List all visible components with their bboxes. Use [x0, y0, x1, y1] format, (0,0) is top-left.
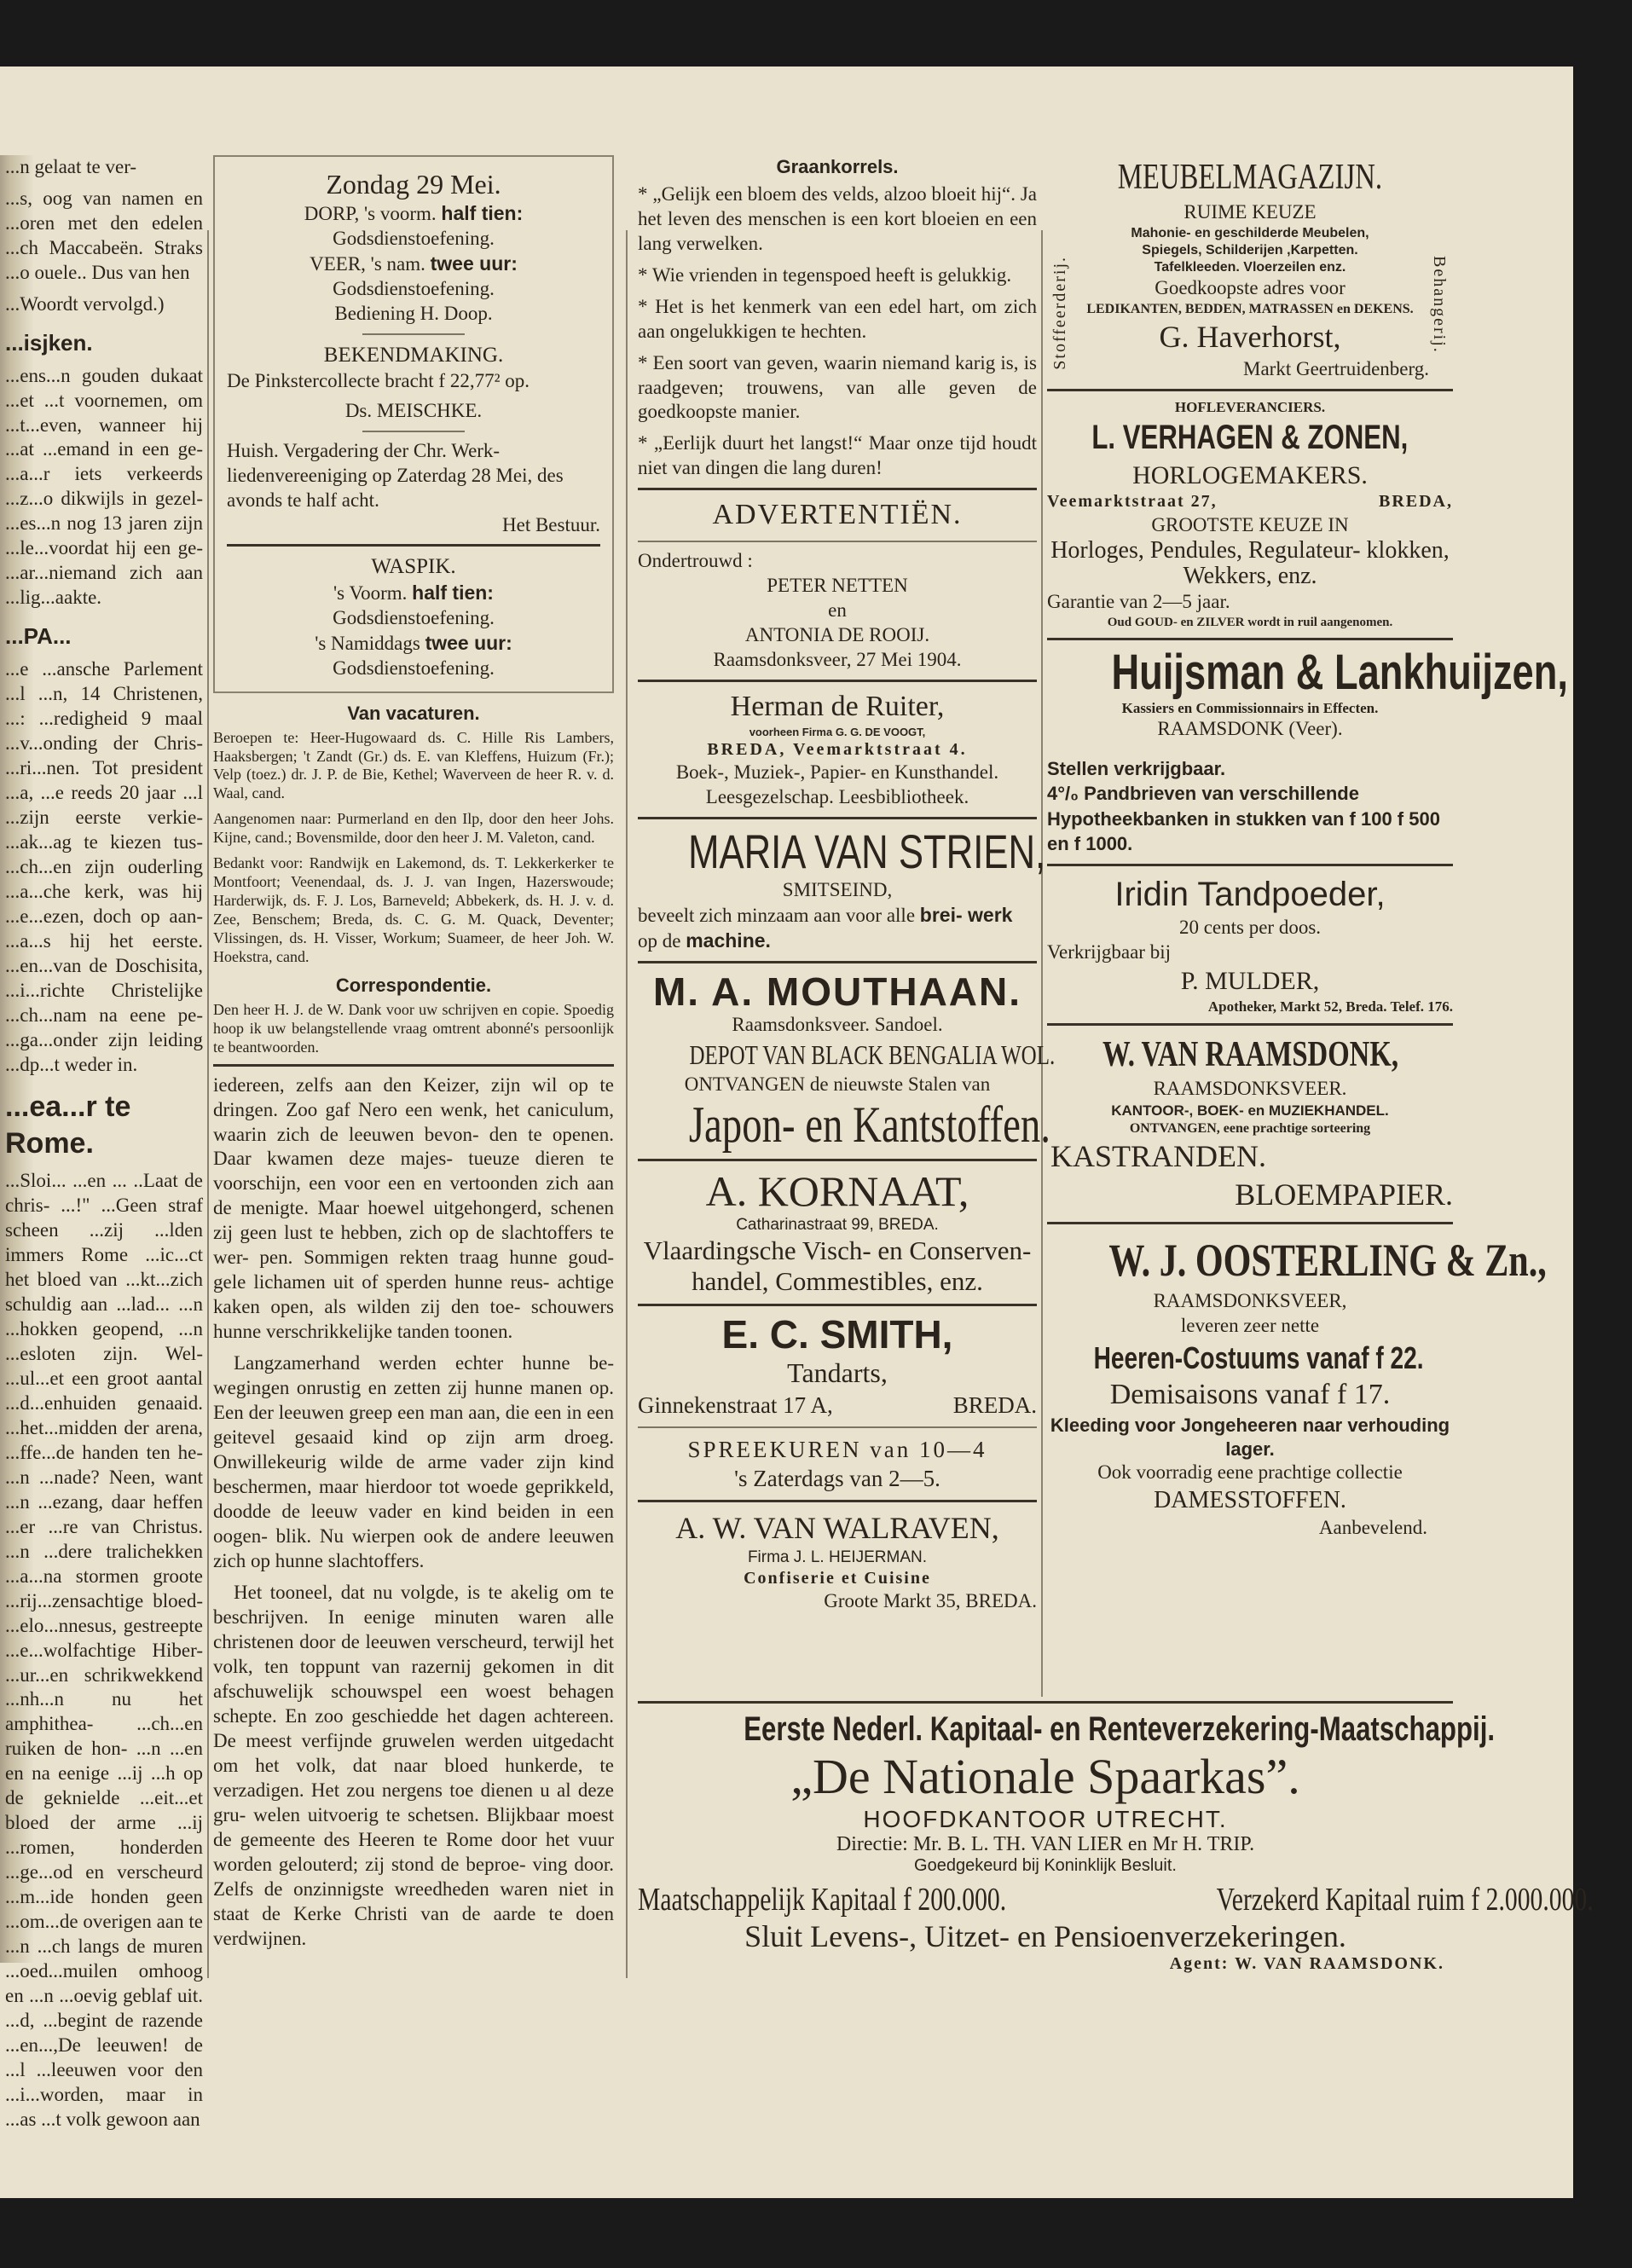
nationale-spaarkas: „De Nationale Spaarkas”. — [790, 1749, 1300, 1804]
maria-text-1: beveelt zich minzaam aan voor alle — [638, 904, 916, 926]
divider — [227, 544, 600, 547]
ruiter-sub: voorheen Firma G. G. DE VOOGT, — [749, 725, 926, 738]
hoofdkantoor: HOOFDKANTOOR UTRECHT. — [863, 1805, 1228, 1832]
vacaturen-title: Van vacaturen. — [347, 702, 480, 724]
walraven-firm: Firma J. L. HEIJERMAN. — [747, 1548, 928, 1566]
column-1 — [5, 155, 203, 2130]
spreekuren: SPREEKUREN van 10—4 — [687, 1436, 987, 1462]
column-3 — [638, 155, 1056, 1639]
graan-para-5: * „Eerlijk duurt het langst!“ Maar onze tijd houdt niet van dingen die lang duren! — [638, 432, 1037, 479]
divider — [638, 488, 1037, 490]
vacaturen-para-3: Bedankt voor: Randwijk en Lakemond, ds. T. Lekkerkerker te Montfoort; Veenendaal, ds. J. J. van Ingen, Hazerswoude; Harderwijk, ds. F. J. Los, Barneveld; Abbekerk, ds. H. J. v. d. Zee, Benschem; Breda, ds. C. G. M. Quack, Deventer; Vlissingen, ds. H. Visser, Workum; Suameer, de heer Joh. W. Hoekstra, cand. — [213, 854, 614, 966]
huijsman-name: Huijsman & Lankhuijzen, — [1111, 645, 1568, 700]
behangerij-label: Behangerij. — [1430, 256, 1449, 354]
iridin-title: Iridin Tandpoeder, — [1114, 876, 1386, 914]
oosterling-name: W. J. OOSTERLING & Zn., — [1108, 1234, 1547, 1286]
bloempapier: BLOEMPAPIER. — [1235, 1177, 1453, 1212]
correspondentie-title: Correspondentie. — [335, 975, 492, 996]
namid-time: twee uur: — [425, 631, 512, 654]
kleeding: Kleeding voor Jongeheeren naar verhouding lager. — [1050, 1414, 1450, 1460]
divider — [638, 1159, 1037, 1161]
bekendmaking-text: De Pinkstercollecte bracht f 22,77² op. — [227, 369, 530, 391]
waspik-title: WASPIK. — [371, 555, 456, 579]
column-2 — [213, 155, 614, 1988]
maria-name: MARIA VAN STRIEN, — [688, 824, 1046, 879]
walraven-addr: Groote Markt 35, BREDA. — [824, 1590, 1037, 1612]
mouthaan-name: M. A. MOUTHAAN. — [652, 969, 1022, 1014]
mouthaan-ontv: ONTVANGEN de nieuwste Stalen van — [684, 1073, 991, 1095]
column-divider-2 — [626, 230, 628, 1978]
smith-city: BREDA. — [952, 1391, 1037, 1418]
column-4 — [1047, 155, 1568, 1639]
graan-para-1: * „Gelijk een bloem des velds, alzoo bloeit hij“. Ja het leven des menschen is een kort bloeien en een lang verwelken. — [638, 182, 1037, 254]
spreekuren-zat: 's Zaterdags van 2—5. — [734, 1465, 940, 1491]
mulder-name: P. MULDER, — [1180, 967, 1320, 996]
divider — [362, 431, 465, 432]
verhagen-street: Veemarktstraat 27, — [1047, 492, 1218, 512]
dorp-prefix: DORP, 's voorm. — [304, 203, 437, 225]
maria-text — [638, 903, 1037, 954]
walraven-conf: Confiserie et Cuisine — [744, 1568, 931, 1588]
meubel-title: MEUBELMAGAZIJN. — [1117, 158, 1383, 197]
pandbrieven: 4°/₀ Pandbrieven van verschillende Hypotheekbanken in stukken van f 100 f 500 en f 1000. — [1047, 782, 1440, 855]
vacaturen-para-2: Aangenomen naar: Purmerland en den Ilp, door den heer Johs. Kijne, cand.; Bovensmilde, door den heer J. M. Valeton, cand. — [213, 810, 614, 847]
bestuur-sign: Het Bestuur. — [502, 513, 600, 535]
maatsch-kapitaal: Maatschappelijk Kapitaal f 200.000. — [638, 1881, 1007, 1918]
graan-para-4: * Een soort van geven, waarin niemand karig is, is raadgeven; trouwens, van alle geven de goedkoopste manier. — [638, 351, 1037, 423]
divider — [1047, 864, 1453, 866]
meubel-line-1: Mahonie- en geschilderde Meubelen, — [1131, 225, 1369, 240]
verhagen-name: L. VERHAGEN & ZONEN, — [1091, 419, 1409, 457]
place-date: Raamsdonksveer, 27 Mei 1904. — [713, 649, 962, 671]
and-word: en — [828, 599, 847, 622]
mouthaan-place: Raamsdonksveer. Sandoel. — [732, 1014, 943, 1036]
graan-para-2: * Wie vrienden in tegenspoed heeft is gelukkig. — [638, 263, 1012, 286]
wvan-name: W. VAN RAAMSDONK, — [1102, 1034, 1398, 1074]
horloges-line: Horloges, Pendules, Regulateur- klokken, Wekkers, enz. — [1050, 536, 1450, 590]
raamsdonk-veer: RAAMSDONK (Veer). — [1157, 718, 1343, 740]
col1-heading-3: ...ea...r te Rome. — [5, 1091, 131, 1160]
meubel-line-2: Spiegels, Schilderijen ,Karpetten. — [1142, 243, 1358, 258]
waspik-prefix: 's Voorm. — [333, 581, 408, 604]
kornaat-name: A. KORNAAT, — [705, 1167, 969, 1216]
oosterling-place: RAAMSDONKSVEER, — [1153, 1289, 1347, 1311]
damesstoffen: DAMESSTOFFEN. — [1154, 1487, 1346, 1514]
col1-para-2: ...s, oog van namen en ...oren met den edelen ...ch Maccabeën. Straks ...o ouele.. Dus van hen — [5, 187, 203, 283]
divider — [1047, 638, 1453, 640]
demisaisons: Demisaisons vanaf f 17. — [1109, 1379, 1391, 1411]
verhagen-address-row — [1047, 491, 1453, 512]
grootste-keuze: GROOTSTE KEUZE IN — [1151, 513, 1349, 535]
haverhorst-addr: Markt Geertruidenberg. — [1243, 357, 1429, 379]
smith-name: E. C. SMITH, — [721, 1311, 953, 1357]
church-notice-box — [213, 155, 614, 693]
wvan-place: RAAMSDONKSVEER. — [1153, 1078, 1347, 1100]
divider — [362, 333, 465, 335]
ondertrouwd: Ondertrouwd : — [638, 550, 753, 572]
meubel-ad — [1047, 155, 1453, 382]
heeren-costuums: Heeren-Costuums vanaf f 22. — [1093, 1339, 1424, 1375]
wvan-kantoor: KANTOOR-, BOEK- en MUZIEKHANDEL. — [1111, 1102, 1389, 1120]
dorp-time: half tien: — [441, 202, 524, 225]
maria-sub: SMITSEIND, — [782, 878, 893, 900]
col1-heading-1: ...isjken. — [5, 329, 93, 356]
namid-prefix: 's Namiddags — [315, 632, 420, 654]
bekendmaking-sign: Ds. MEISCHKE. — [344, 399, 483, 421]
haverhorst-name: G. Haverhorst, — [1159, 320, 1341, 355]
leveren: leveren zeer nette — [1180, 1314, 1320, 1336]
wvan-ontvangen: ONTVANGEN, eene prachtige sorteering — [1129, 1120, 1371, 1136]
story-para-3: Het tooneel, dat nu volgde, is te akelig om te beschrijven. In eenige minuten waren alle christenen door de leeuwen verscheurd, terwijl het volk, ten toppunt van razernij gekomen in dit afschuwelijk schouwspel een woest behagen schepte. En zoo geschiedde het dagen achtereen. De meest verfijnde gruwelen werden uitgedacht om het volk, dat naar bloed hunkerde, te verzadigen. Het zou nergens toe dienen u al deze gru- welen uitvoerig te schetsen. Blijkbaar moest de gemeente des Heeren te Rome door het vuur worden gelouterd; zij stond de beproe- ving door. Zelfs de onzinnigste wreedheden waren niet in staat de Kerke Christi van de aarde te doen verdwijnen. — [213, 1581, 614, 1949]
correspondentie-text: Den heer H. J. de W. Dank voor uw schrijven en copie. Spoedig hoop ik uw belangstellende vraag omtrent abonné's persoonlijk te beantwoorden. — [213, 1000, 614, 1056]
stoffeerderij-label: Stoffeerderij. — [1050, 256, 1069, 370]
maria-bold-1: brei- werk — [919, 903, 1013, 926]
waspik-time: half tien: — [412, 581, 494, 604]
col1-para-5: ...e ...ansche Parlement ...l ...n, 14 Christenen, ...: ...redigheid 9 maal ...v...onding der Chris- ...ri...nen. Tot president ...a, ...e reeds 20 jaar ...l ...zijn eerste verkie- ...ak...ag te kiezen tus- ...ch...en zijn ouderling ...a...che kerk, was hij ...e...ezen, doch op aan- ...a...s hij het eerste. ...en...van de Doschisita, ...i...richte Christelijke ...ch...nam na eene pe- ...ga...onder zijn leiding ...dp...t weder in. — [5, 658, 203, 1075]
eerste-nederl: Eerste Nederl. Kapitaal- en Renteverzekering-Maatschappij. — [744, 1710, 1496, 1748]
ruiter-line-1: Boek-, Muziek-, Papier- en Kunsthandel. — [675, 761, 999, 784]
ledikanten: LEDIKANTEN, BEDDEN, MATRASSEN en DEKENS. — [1086, 302, 1414, 317]
smith-addr: Ginnekenstraat 17 A, — [638, 1391, 833, 1418]
divider — [1047, 389, 1453, 391]
maria-bold-2: machine. — [686, 929, 771, 952]
maria-text-2: op de — [638, 929, 681, 952]
column-divider-1 — [207, 230, 209, 1978]
ruiter-line-2: Leesgezelschap. Leesbibliotheek. — [705, 786, 969, 808]
divider — [638, 1426, 1037, 1428]
smith-job: Tandarts, — [787, 1357, 888, 1389]
smith-address-row — [638, 1391, 1037, 1420]
huish-text: Huish. Vergadering der Chr. Werk- liedenvereeniging op Zaterdag 28 Mei, des avonds te half acht. — [227, 439, 564, 511]
ruime-keuze: RUIME KEUZE — [1183, 200, 1317, 223]
mouthaan-japon: Japon- en Kantstoffen. — [688, 1096, 1050, 1153]
verhagen-city: BREDA, — [1378, 492, 1453, 512]
verzekerd-kapitaal: Verzekerd Kapitaal ruim f 2.000.000. — [1216, 1881, 1594, 1918]
mouthaan-depot: DEPOT VAN BLACK BENGALIA WOL. — [689, 1039, 1056, 1071]
veer-service: Godsdienstoefening. — [333, 278, 495, 300]
veer-prefix: VEER, 's nam. — [310, 253, 425, 275]
graan-para-3: * Het is het kenmerk van een edel hart, om zich aan ongelukkigen te hechten. — [638, 295, 1037, 342]
verkrijgbaar-bij: Verkrijgbaar bij — [1047, 941, 1171, 963]
veer-bediening: Bediening H. Doop. — [334, 303, 493, 325]
nationale-spaarkas-ad — [638, 1701, 1594, 1982]
column-divider-3 — [1041, 230, 1043, 1697]
bekendmaking-title: BEKENDMAKING. — [323, 344, 504, 367]
graankorrels-title: Graankorrels. — [776, 156, 899, 177]
kapitaal-row — [638, 1881, 1594, 1918]
garantie: Garantie van 2—5 jaar. — [1047, 591, 1230, 613]
notice-date: Zondag 29 Mei. — [326, 169, 501, 200]
kornaat-addr: Catharinastraat 99, BREDA. — [736, 1216, 939, 1235]
kastranden: KASTRANDEN. — [1050, 1139, 1267, 1174]
col1-para-3: ...Woordt vervolgd.) — [5, 292, 165, 315]
goedgekeurd: Goedgekeurd bij Koninklijk Besluit. — [914, 1855, 1177, 1875]
divider — [638, 1500, 1037, 1502]
waspik-service: Godsdienstoefening. — [333, 606, 495, 628]
walraven-name: A. W. VAN WALRAVEN, — [675, 1510, 999, 1545]
dorp-service: Godsdienstoefening. — [333, 228, 495, 250]
divider — [638, 680, 1037, 682]
col1-para-6: ...Sloi... ...en ... ..Laat de chris- ...!" ...Geen straf scheen ...zij ...lden immers Rome ...ic...ct het bloed van ...kt...zich schuldig aan ...lad... ...n ...hokken geopend, ...n ...esloten zijn. Wel- ...ul...et een groot aantal ...d...enhuiden genaaid. ...het...midden der arena, ...ffe...de handen ten he- ...n ...nade? Neen, want ...n ...ezang, daar heffen ...er ...re van Christus. ...n ...dere tralichekken ...a...na stormen groote ...rij...zensachtige bloed- ...elo...nnesus, gestreepte ...e...wolfachtige Hiber- ...ur...en schrikwekkend ...nh...n nu het amphithea- ...ch...en ruiken de hon- ...n ...en en na eenige ...ij ...h op de geknielde ...eit...et bloed der arme ...ij ...romen, honderden ...ge...od en verscheurd ...m...ide honden geen ...om...de overigen aan te ...n ...ch langs de muren ...oed...muilen omhoog en ...n ...oevig geblaf uit. ...d, ...begint de razende ...en...,De leeuwen! de ...l ...leeuwen voor den ...i...worden, maar in ...as ...t volk gewoon aan — [5, 1170, 203, 2130]
col1-para-4: ...ens...n gouden dukaat ...et ...t voornemen, om ...t...even, wanneer hij ...at ...emand in een ge- ...a...r iets verkeerds ...z...o dikwijls in gezel- ...es...n nog 13 jaren zijn ...le...voordat hij een ge- ...ar...niemand zich aan ...lig...aakte. — [5, 364, 203, 609]
ruiter-addr: BREDA, Veemarktstraat 4. — [707, 740, 968, 760]
story-para-1: iedereen, zelfs aan den Keizer, zijn wil op te dringen. Zoo gaf Nero een wenk, het caniculum, waarin zich de leeuwen bevon- den te openen. Daar kwamen deze majes- tueuze dieren te voorschijn, een voor een en vertoonden zich aan de menigte. Maar hoewel uitgehongerd, schenen zij geen lust te hebben, zich op de slachtoffers te wer- pen. Sommigen rekten traag hunne goud- gele lichamen uit of sperden hunne reus- achtige kaken open, als wilden zij den toe- schouwers hunne verschrikkelijke tanden toonen. — [213, 1073, 614, 1343]
mulder-addr: Apotheker, Markt 52, Breda. Telef. 176. — [1207, 998, 1453, 1015]
divider — [638, 961, 1037, 963]
agent: Agent: W. VAN RAAMSDONK. — [1169, 1953, 1444, 1973]
meubel-line-3: Tafelkleeden. Vloerzeilen enz. — [1154, 260, 1346, 275]
divider — [1047, 1222, 1453, 1224]
col1-para-1: ...n gelaat te ver- — [5, 156, 137, 177]
stellen-verkrijgbaar: Stellen verkrijgbaar. — [1047, 758, 1226, 780]
goedkoopste: Goedkoopste adres voor — [1155, 277, 1346, 299]
oud-goud: Oud GOUD- en ZILVER wordt in ruil aangenomen. — [1107, 616, 1393, 630]
groom-name: PETER NETTEN — [767, 575, 908, 597]
kornaat-line: Vlaardingsche Visch- en Conserven- handel, Commestibles, enz. — [643, 1235, 1032, 1296]
divider — [638, 1304, 1037, 1306]
ruiter-name: Herman de Ruiter, — [730, 691, 945, 723]
aanbevelend: Aanbevelend. — [1318, 1516, 1427, 1538]
directie: Directie: Mr. B. L. TH. VAN LIER en Mr H. TRIP. — [836, 1832, 1255, 1855]
kassiers: Kassiers en Commissionnairs in Effecten. — [1121, 699, 1379, 716]
namid-service: Godsdienstoefening. — [333, 657, 495, 679]
hofleveranciers: HOFLEVERANCIERS. — [1174, 398, 1326, 415]
divider — [638, 1701, 1453, 1704]
story-para-2: Langzamerhand werden echter hunne be- wegingen onrustig en zetten zij hunne manen op. Een der leeuwen greep een man aan, die een in een geitevel gesaaid kind op zijn arm droeg. Onwillekeurig wilde de arme vader zijn kind beschermen, maar hierdoor tot woede geprikkeld, doodde de leeuw vader en kind beiden in een oogen- blik. Nu wierpen ook de andere leeuwen zich op hunne slachtoffers. — [213, 1352, 614, 1571]
divider — [638, 817, 1037, 819]
veer-time: twee uur: — [430, 252, 518, 275]
sluit-verzekeringen: Sluit Levens-, Uitzet- en Pensioenverzekeringen. — [744, 1918, 1346, 1953]
col1-heading-2: ...PA... — [5, 623, 72, 650]
bride-name: ANTONIA DE ROOIJ. — [744, 624, 930, 646]
ook-voorradig: Ook voorradig eene prachtige collectie — [1097, 1461, 1403, 1484]
divider — [638, 541, 1037, 542]
divider — [1047, 1023, 1453, 1026]
horlogemakers: HORLOGEMAKERS. — [1132, 460, 1368, 489]
divider — [213, 1064, 614, 1067]
vacaturen-para-1: Beroepen te: Heer-Hugowaard ds. C. Hille Ris Lambers, Haaksbergen; 't Zandt (Gr.) ds. E. van Kleffens, Huizum (Fr.); Velp (toez.) dr. J. P. de Bie, Kethel; Waverveen de heer R. v. d. Waal, cand. — [213, 728, 614, 802]
iridin-price: 20 cents per doos. — [1178, 917, 1322, 939]
advertentien-title: ADVERTENTIËN. — [712, 499, 963, 531]
